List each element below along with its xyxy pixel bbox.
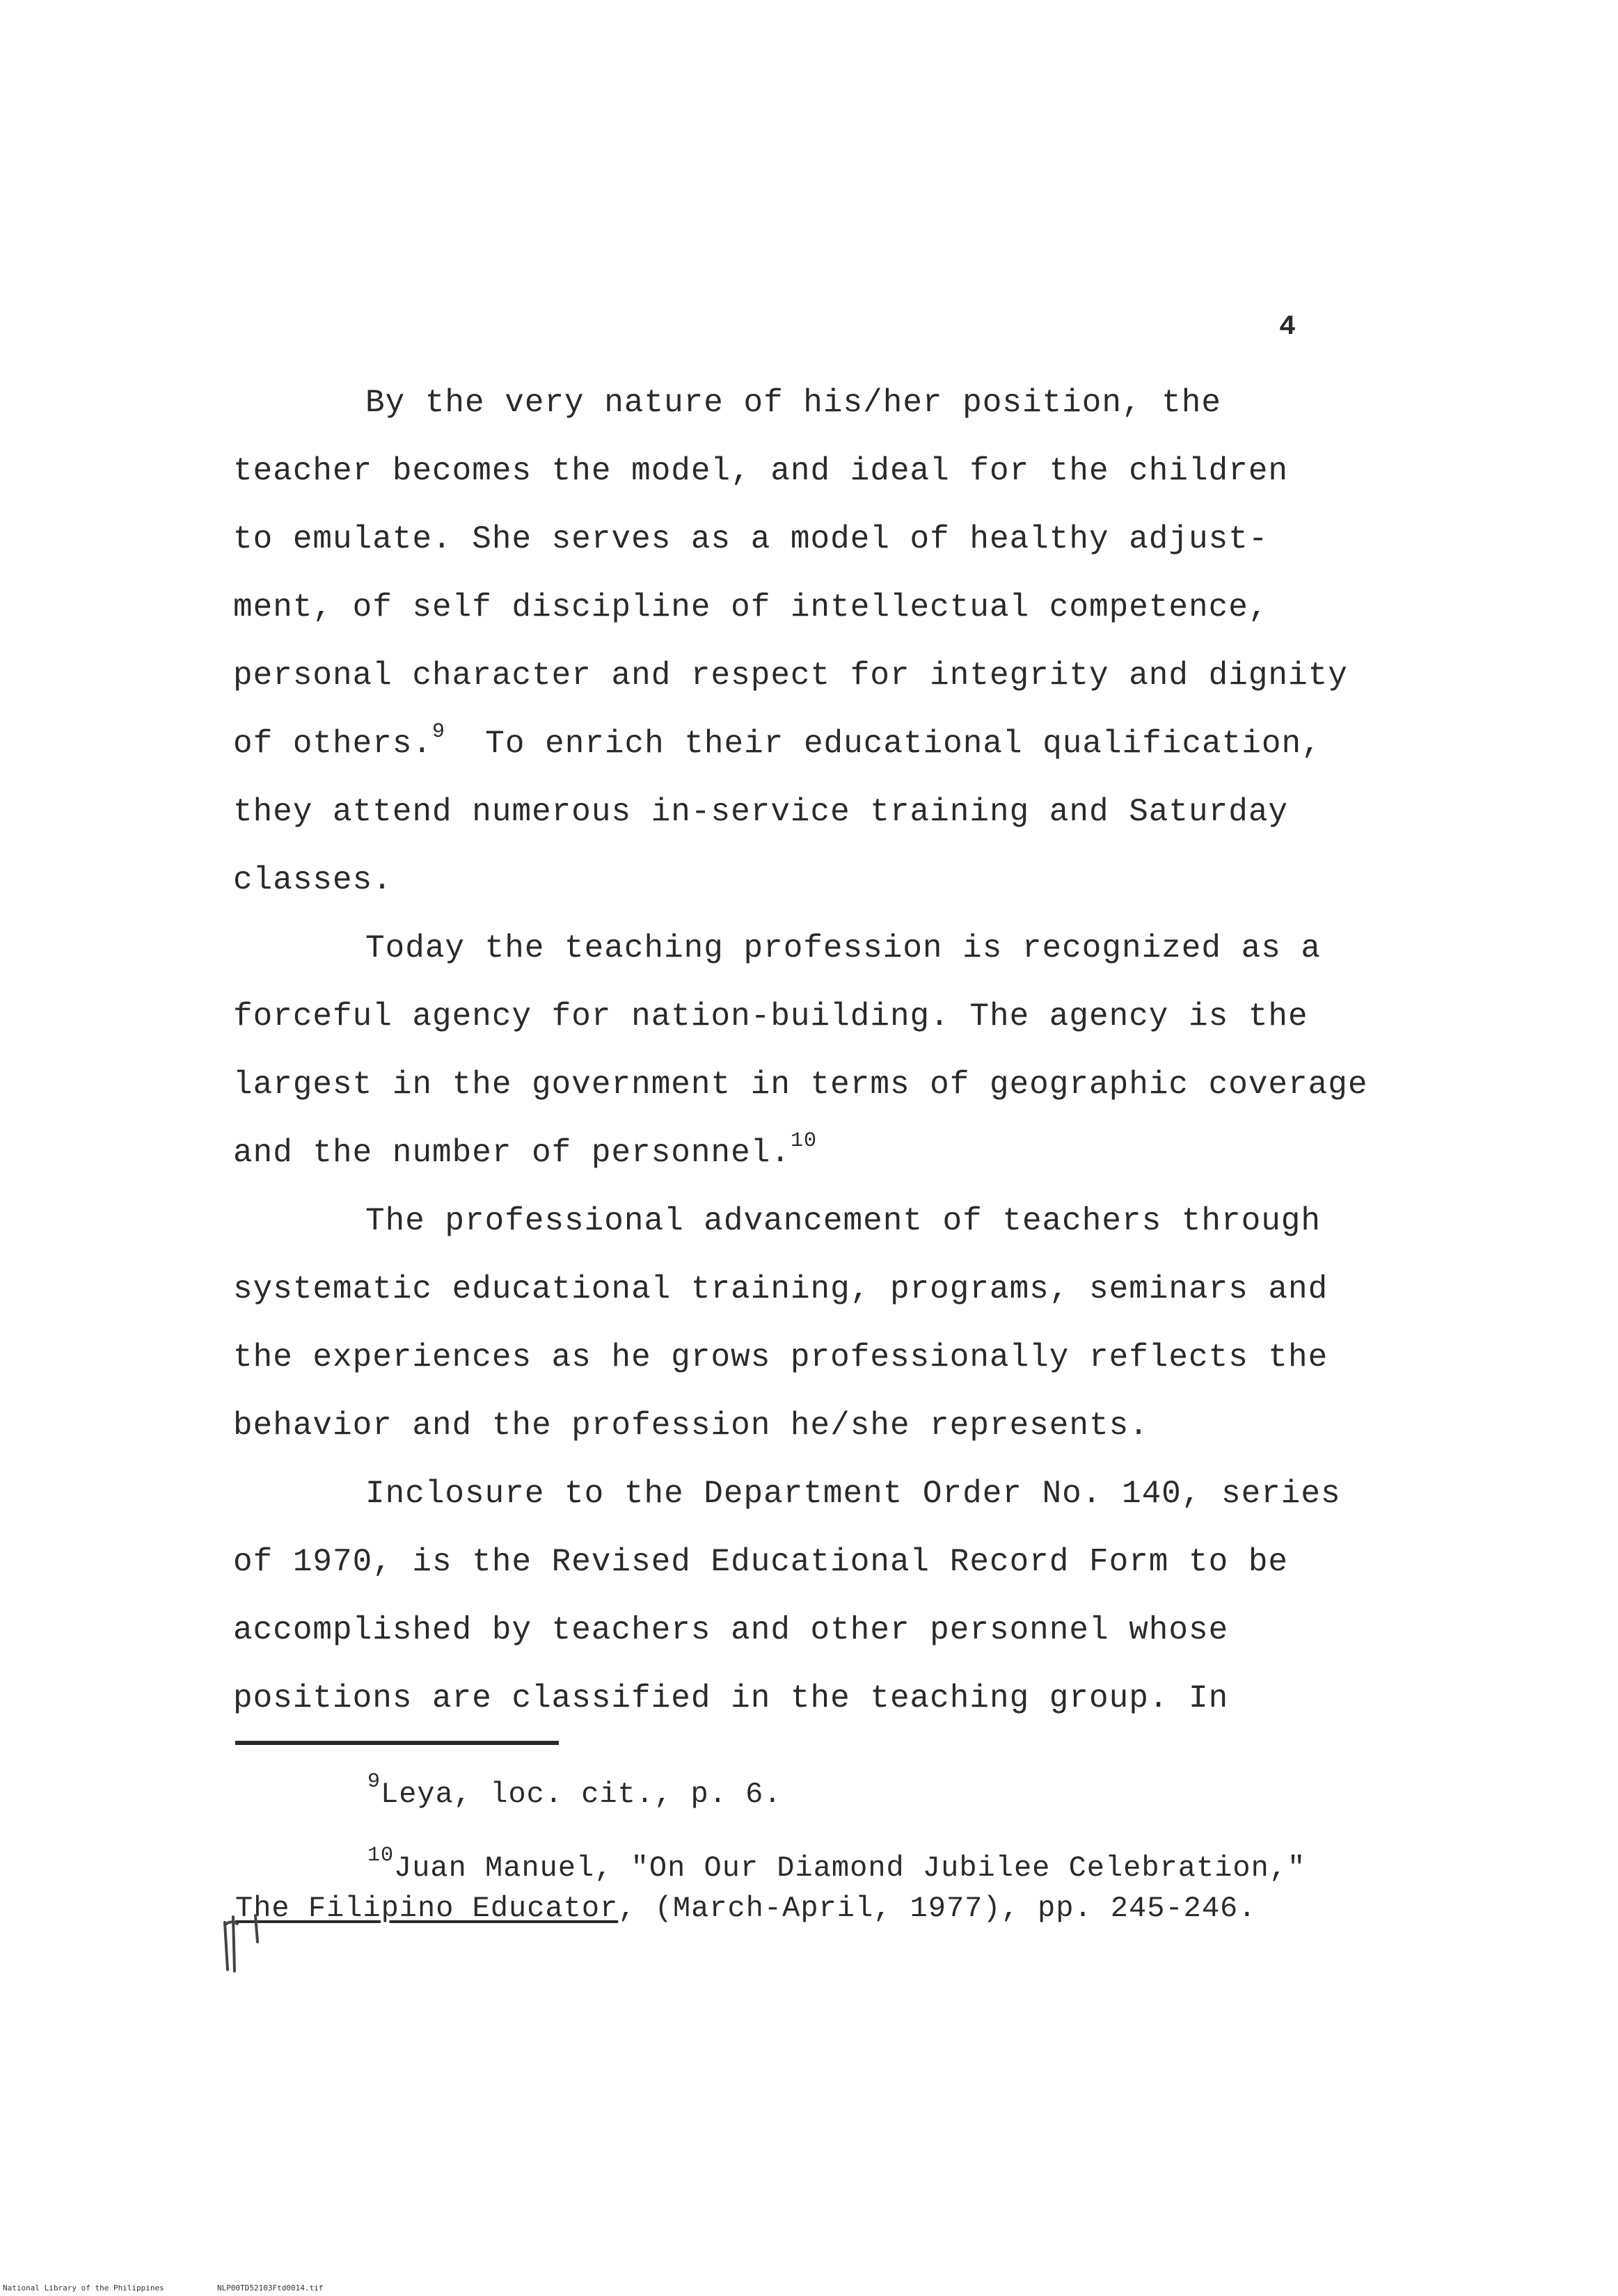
footnotes [235, 1770, 1383, 1929]
text-line: behavior and the profession he/she represents. [233, 1408, 1149, 1444]
library-credit: National Library of the Philippines [3, 2283, 164, 2293]
text-line: the experiences as he grows professionally reflects the [233, 1339, 1328, 1376]
footnote-divider [235, 1741, 559, 1745]
page-number: 4 [1279, 312, 1296, 343]
text-line: ment, of self discipline of intellectual competence, [233, 589, 1269, 625]
text-segment: of others. [233, 726, 433, 762]
body-text [233, 369, 1381, 1732]
paragraph-2 [233, 914, 1381, 1187]
text-line: forceful agency for nation-building. The agency is the [233, 998, 1308, 1035]
scan-footer [0, 2283, 1618, 2293]
text-line: of 1970, is the Revised Educational Record Form to be [233, 1544, 1289, 1580]
text-line: By the very nature of his/her position, the [365, 385, 1221, 421]
text-line [233, 1119, 1381, 1187]
text-line: positions are classified in the teaching group. In [233, 1680, 1229, 1716]
paragraph-4 [233, 1460, 1381, 1732]
footnote-10-continued [235, 1888, 1383, 1929]
handwritten-mark-icon [219, 1910, 268, 1972]
text-line: teacher becomes the model, and ideal for the children [233, 453, 1289, 489]
footnote-number: 9 [367, 1770, 381, 1794]
paragraph-3 [233, 1187, 1381, 1460]
text-line: accomplished by teachers and other personnel whose [233, 1612, 1229, 1648]
text-line: largest in the government in terms of geographic coverage [233, 1067, 1368, 1103]
footnote-ref-10: 10 [790, 1129, 817, 1153]
footnote-text: , (March-April, 1977), pp. 245-246. [618, 1892, 1257, 1925]
text-line: Inclosure to the Department Order No. 140, series [365, 1476, 1341, 1512]
footnote-10 [235, 1844, 1383, 1888]
file-name: NLP00TD52103Ftd0014.tif [217, 2283, 324, 2293]
paragraph-1 [233, 369, 1381, 914]
text-segment: To enrich their educational qualification, [485, 726, 1322, 762]
footnote-text: Leya, loc. cit., p. 6. [381, 1778, 782, 1811]
text-line: they attend numerous in-service training and Saturday [233, 794, 1289, 830]
text-segment: and the number of personnel. [233, 1135, 791, 1171]
footnote-9 [235, 1770, 1383, 1815]
text-line: Today the teaching profession is recognized as a [365, 930, 1322, 966]
footnote-ref-9: 9 [432, 720, 446, 744]
text-line: systematic educational training, programs, seminars and [233, 1271, 1328, 1307]
text-line: to emulate. She serves as a model of healthy adjust- [233, 521, 1269, 557]
text-line [233, 710, 1381, 778]
journal-title: The Filipino Educator [235, 1892, 619, 1925]
footnote-number: 10 [367, 1844, 395, 1867]
footnote-text: Juan Manuel, "On Our Diamond Jubilee Celebration," [394, 1851, 1306, 1885]
text-line: classes. [233, 862, 392, 898]
text-line: The professional advancement of teachers through [365, 1203, 1322, 1239]
text-line: personal character and respect for integrity and dignity [233, 657, 1348, 694]
